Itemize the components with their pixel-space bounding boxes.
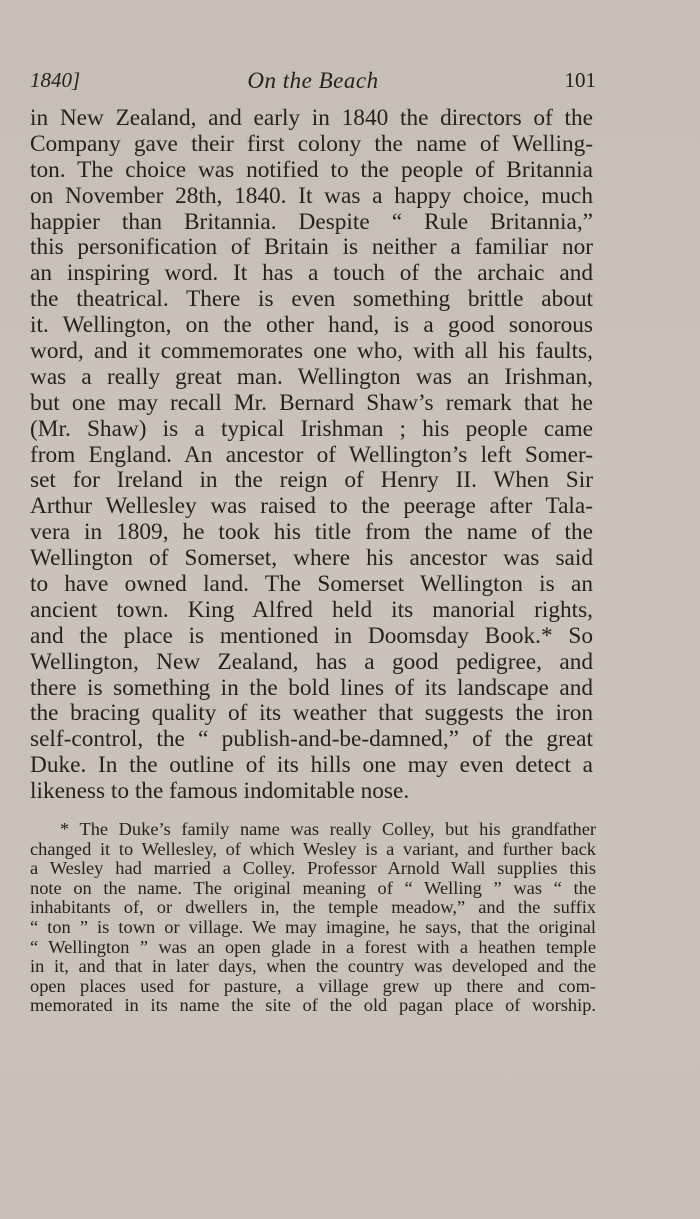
body-line: was a really great man. Wellington was an Irishman,	[30, 363, 593, 390]
footnote-line: memorated in its name the site of the old pagan place of worship.	[30, 995, 596, 1016]
body-line: an inspiring word. It has a touch of the archaic and	[30, 260, 593, 287]
footnote-line: open places used for pasture, a village grew up there and com-	[30, 975, 596, 996]
body-line: it. Wellington, on the other hand, is a good sonorous	[30, 312, 593, 339]
running-head-title: On the Beach	[247, 68, 379, 93]
running-head	[30, 68, 596, 98]
body-line: Wellington of Somerset, where his ancestor was said	[30, 545, 593, 572]
footnote	[30, 820, 596, 1016]
body-line: to have owned land. The Somerset Wellington is an	[30, 571, 593, 598]
running-head-year: 1840]	[30, 68, 81, 92]
body-line: in New Zealand, and early in 1840 the directors of the	[30, 105, 593, 131]
body-line: word, and it commemorates one who, with all his faults,	[30, 338, 593, 365]
body-line: and the place is mentioned in Doomsday Book.* So	[30, 622, 593, 649]
body-line: from England. An ancestor of Wellington’s left Somer-	[30, 441, 593, 468]
body-line: but one may recall Mr. Bernard Shaw’s remark that he	[30, 389, 593, 416]
body-line: self-control, the “ publish-and-be-damned,” of the great	[30, 726, 593, 753]
body-line: on November 28th, 1840. It was a happy choice, much	[30, 182, 593, 209]
footnote-line: “ ton ” is town or village. We may imagine, he says, that the original	[30, 916, 596, 937]
body-line: this personification of Britain is neither a familiar nor	[30, 234, 593, 261]
body-line: (Mr. Shaw) is a typical Irishman ; his people came	[30, 415, 593, 442]
body-line: set for Ireland in the reign of Henry II. When Sir	[30, 467, 593, 494]
body-line: Arthur Wellesley was raised to the peerage after Tala-	[30, 493, 593, 520]
body-line: ton. The choice was notified to the people of Britannia	[30, 156, 593, 183]
body-line: there is something in the bold lines of its landscape and	[30, 674, 593, 701]
body-line: vera in 1809, he took his title from the name of the	[30, 519, 593, 546]
footnote-line: in it, and that in later days, when the country was developed and the	[30, 956, 596, 977]
body-line: ancient town. King Alfred held its manorial rights,	[30, 596, 593, 623]
body-line: Company gave their first colony the name of Welling-	[30, 130, 593, 157]
body-line: likeness to the famous indomitable nose.	[30, 778, 410, 805]
page-number: 101	[564, 68, 596, 92]
body-line: Wellington, New Zealand, has a good pedigree, and	[30, 648, 593, 675]
footnote-line: “ Wellington ” was an open glade in a forest with a heathen temple	[30, 936, 596, 957]
footnote-line: inhabitants of, or dwellers in, the temple meadow,” and the suffix	[30, 897, 596, 918]
footnote-line: note on the name. The original meaning of “ Welling ” was “ the	[30, 877, 596, 898]
body-line: the bracing quality of its weather that suggests the iron	[30, 700, 593, 727]
body-line: Duke. In the outline of its hills one may even detect a	[30, 752, 593, 779]
footnote-line: changed it to Wellesley, of which Wesley is a variant, and further back	[30, 838, 596, 859]
footnote-line: a Wesley had married a Colley. Professor Arnold Wall supplies this	[30, 858, 596, 879]
body-line: happier than Britannia. Despite “ Rule Britannia,”	[30, 208, 593, 235]
body-text	[30, 106, 593, 805]
footnote-line: * The Duke’s family name was really Colley, but his grandfather	[60, 819, 596, 839]
body-line: the theatrical. There is even something brittle about	[30, 286, 593, 313]
